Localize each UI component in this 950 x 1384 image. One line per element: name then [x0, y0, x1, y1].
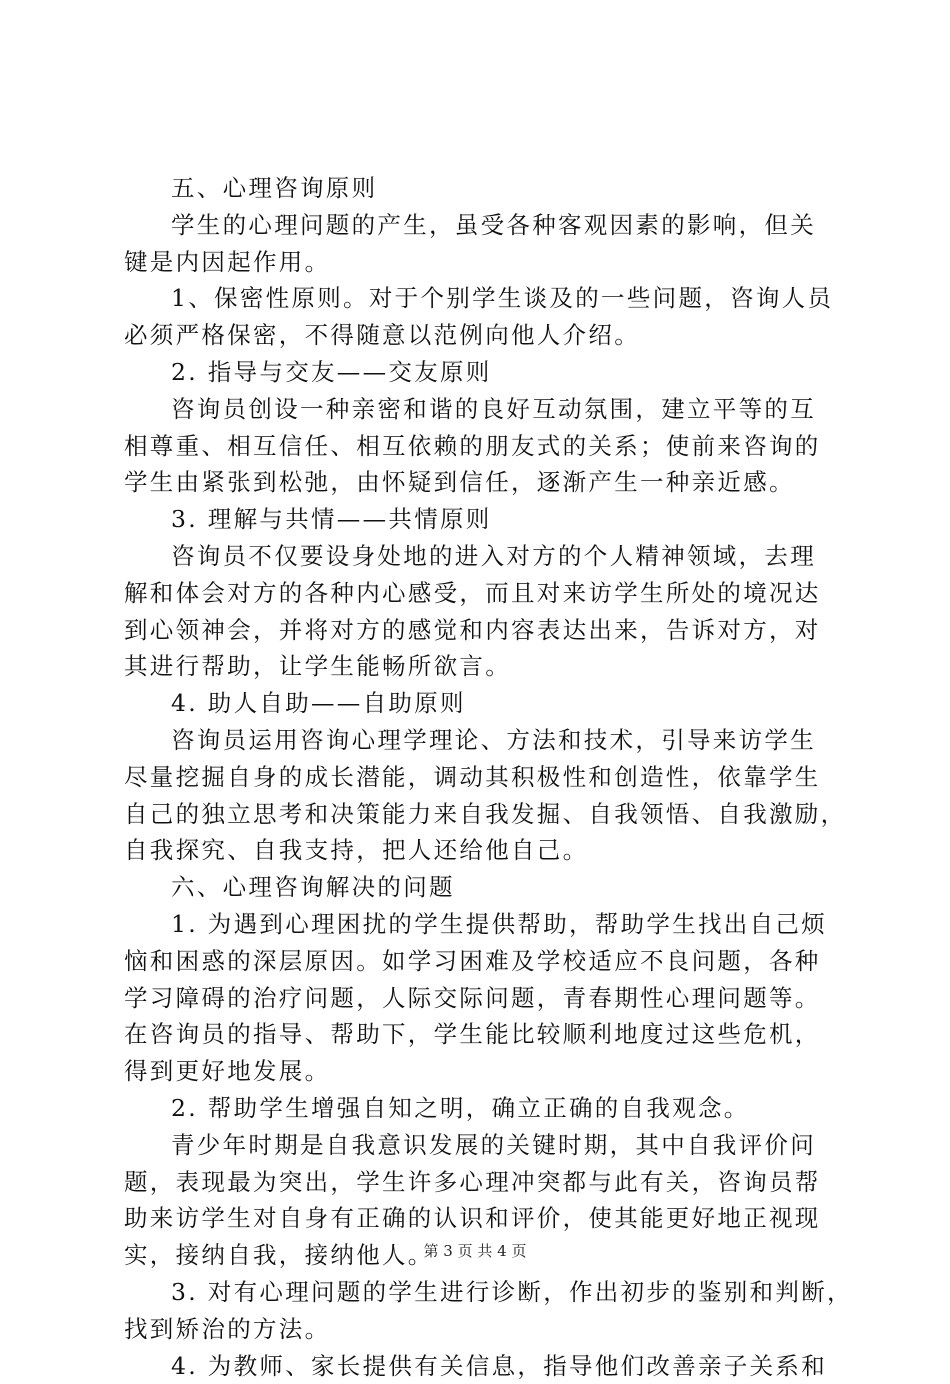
paragraph-first-line: 4. 为教师、家长提供有关信息，指导他们改善亲子关系和	[124, 1348, 832, 1384]
paragraph-line: 得到更好地发展。	[124, 1053, 832, 1090]
paragraph-line: 学生由紧张到松弛，由怀疑到信任，逐渐产生一种亲近感。	[124, 464, 832, 501]
page-footer: 第 3 页 共 4 页	[0, 1240, 950, 1261]
paragraph-first-line: 2. 指导与交友——交友原则	[124, 354, 832, 391]
paragraph-line: 在咨询员的指导、帮助下，学生能比较顺利地度过这些危机，	[124, 1016, 832, 1053]
paragraph-line: 键是内因起作用。	[124, 244, 832, 281]
paragraph-line: 解和体会对方的各种内心感受，而且对来访学生所处的境况达	[124, 575, 832, 612]
paragraph-first-line: 1、保密性原则。对于个别学生谈及的一些问题，咨询人员	[124, 280, 832, 317]
paragraph-line: 找到矫治的方法。	[124, 1311, 832, 1348]
paragraph-line: 尽量挖掘自身的成长潜能，调动其积极性和创造性，依靠学生	[124, 759, 832, 796]
paragraph-first-line: 3. 对有心理问题的学生进行诊断，作出初步的鉴别和判断，	[124, 1274, 832, 1311]
paragraph-first-line: 五、心理咨询原则	[124, 170, 832, 207]
paragraph-line: 相尊重、相互信任、相互依赖的朋友式的关系；使前来咨询的	[124, 428, 832, 465]
paragraph-first-line: 青少年时期是自我意识发展的关键时期，其中自我评价问	[124, 1127, 832, 1164]
paragraph-first-line: 1. 为遇到心理困扰的学生提供帮助，帮助学生找出自己烦	[124, 906, 832, 943]
paragraph-line: 学习障碍的治疗问题，人际交际问题，青春期性心理问题等。	[124, 980, 832, 1017]
document-body	[124, 170, 832, 1384]
paragraph-line: 恼和困惑的深层原因。如学习困难及学校适应不良问题，各种	[124, 943, 832, 980]
paragraph-first-line: 学生的心理问题的产生，虽受各种客观因素的影响，但关	[124, 207, 832, 244]
paragraph-first-line: 咨询员运用咨询心理学理论、方法和技术，引导来访学生	[124, 722, 832, 759]
paragraph-line: 实，接纳自我，接纳他人。	[124, 1237, 832, 1274]
paragraph-first-line: 2. 帮助学生增强自知之明，确立正确的自我观念。	[124, 1090, 832, 1127]
paragraph-line: 助来访学生对自身有正确的认识和评价，使其能更好地正视现	[124, 1200, 832, 1237]
paragraph-first-line: 咨询员不仅要设身处地的进入对方的个人精神领域，去理	[124, 538, 832, 575]
paragraph-line: 到心领神会，并将对方的感觉和内容表达出来，告诉对方，对	[124, 612, 832, 649]
paragraph-line: 自己的独立思考和决策能力来自我发掘、自我领悟、自我激励，	[124, 796, 832, 833]
paragraph-line: 其进行帮助，让学生能畅所欲言。	[124, 648, 832, 685]
paragraph-first-line: 咨询员创设一种亲密和谐的良好互动氛围，建立平等的互	[124, 391, 832, 428]
paragraph-line: 自我探究、自我支持，把人还给他自己。	[124, 832, 832, 869]
paragraph-first-line: 4. 助人自助——自助原则	[124, 685, 832, 722]
paragraph-line: 题，表现最为突出，学生许多心理冲突都与此有关，咨询员帮	[124, 1164, 832, 1201]
paragraph-first-line: 六、心理咨询解决的问题	[124, 869, 832, 906]
paragraph-line: 必须严格保密，不得随意以范例向他人介绍。	[124, 317, 832, 354]
paragraph-first-line: 3. 理解与共情——共情原则	[124, 501, 832, 538]
